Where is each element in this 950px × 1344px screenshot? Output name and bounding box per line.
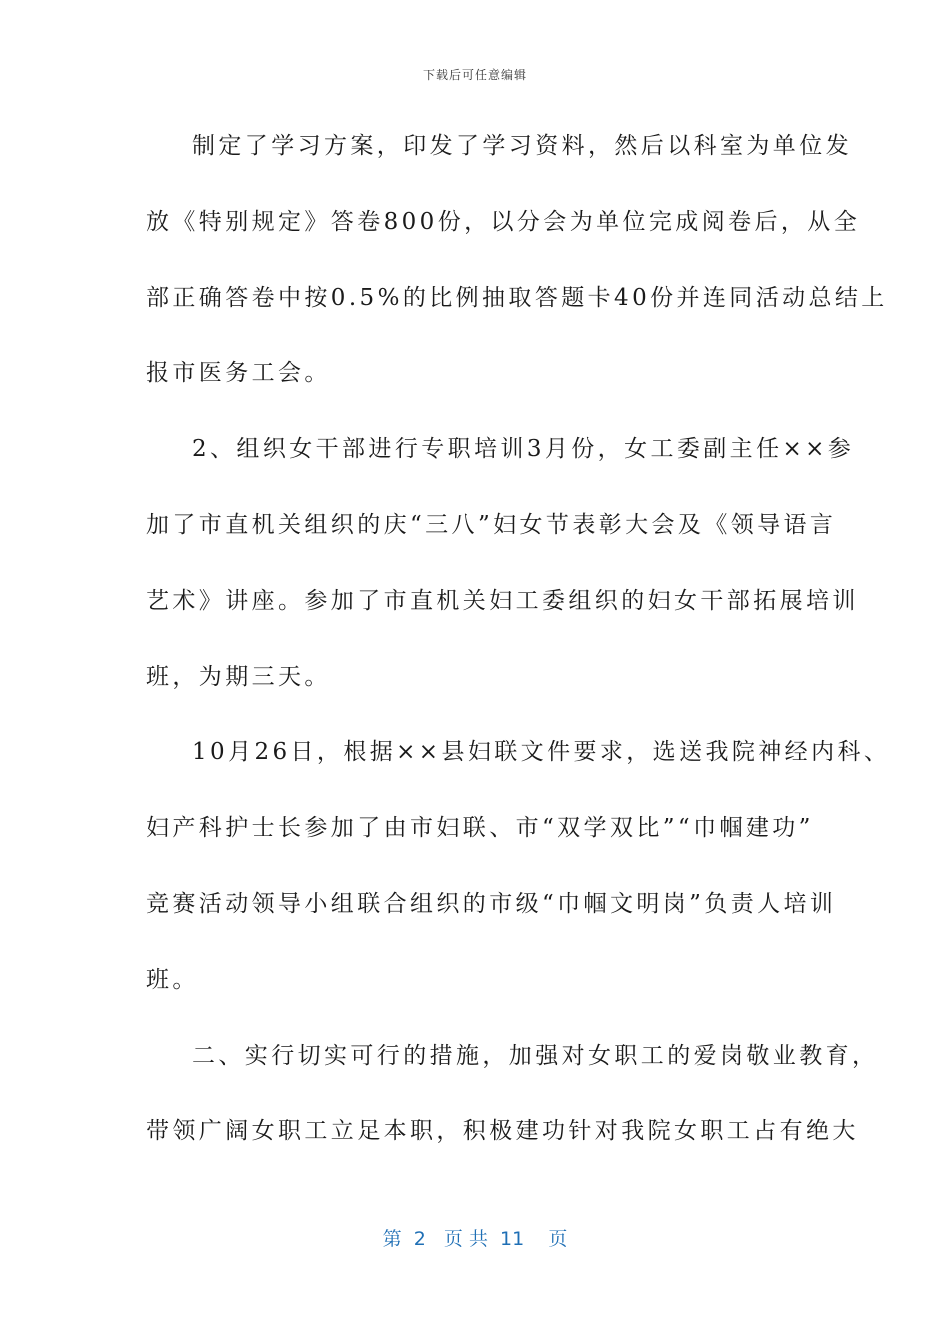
download-note: 下载后可任意编辑 (422, 68, 527, 82)
text-line: 班，为期三天。 (146, 663, 331, 690)
text-line: 妇产科护士长参加了由市妇联、市“双学双比”“巾帼建功” (146, 815, 814, 842)
text-line: 制定了学习方案，印发了学习资料，然后以科室为单位发 (192, 133, 852, 159)
text-line: 艺术》讲座。参加了市直机关妇工委组织的妇女干部拓展培训 (146, 587, 859, 614)
text-line: 2、组织女干部进行专职培训3月份，女工委副主任××参 (192, 436, 855, 463)
text-line: 二、实行切实可行的措施，加强对女职工的爱岗敬业教育， (192, 1042, 879, 1069)
text-line: 报市医务工会。 (146, 360, 331, 387)
text-line: 带领广阔女职工立足本职，积极建功针对我院女职工占有绝大 (146, 1118, 859, 1145)
text-line: 竞赛活动领导小组联合组织的市级“巾帼文明岗”负责人培训 (146, 890, 837, 917)
text-line: 部正确答卷中按0.5%的比例抽取答题卡40份并连同活动总结上 (146, 284, 888, 311)
page-number: 第 2 页 共 11 页 (382, 1228, 568, 1250)
text-line: 放《特别规定》答卷800份，以分会为单位完成阅卷后，从全 (146, 208, 861, 235)
text-line: 班。 (146, 966, 199, 993)
document-body (146, 120, 891, 1181)
text-line: 10月26日，根据××县妇联文件要求，选送我院神经内科、 (192, 739, 891, 766)
text-line: 加了市直机关组织的庆“三八”妇女节表彰大会及《领导语言 (146, 511, 837, 538)
